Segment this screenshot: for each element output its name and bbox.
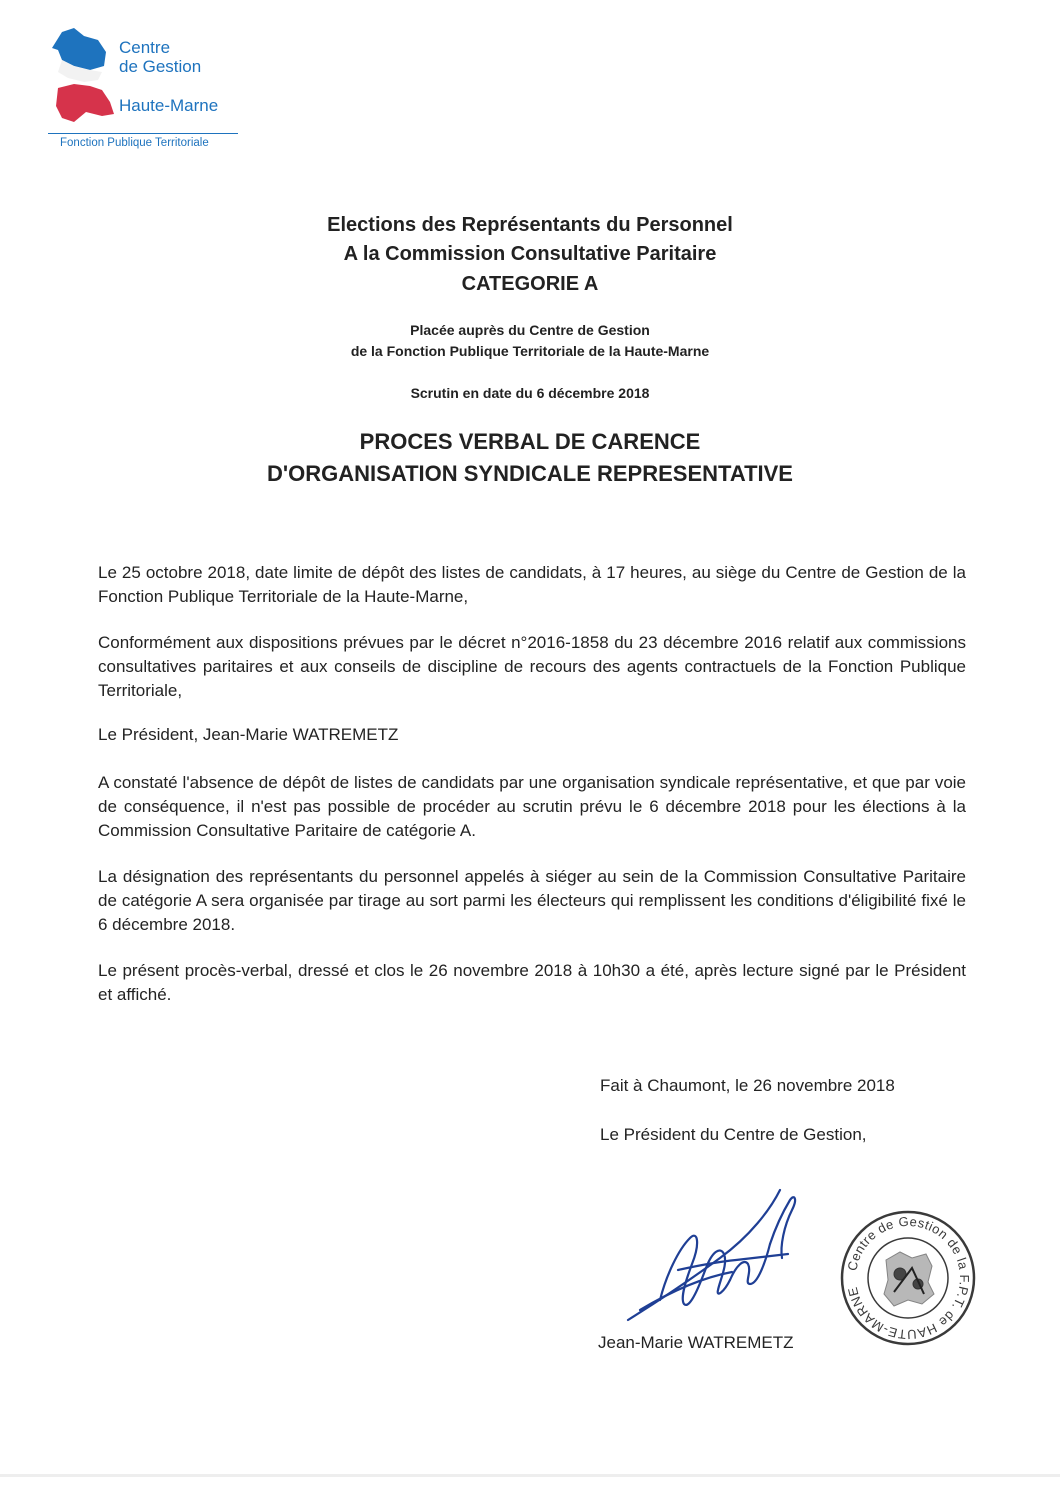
paragraph-decree: Conformément aux dispositions prévues par le décret n°2016-1858 du 23 décembre 2016 relatif aux commissions consultatives paritaires et aux conseils de discipline de recours des agents contractuels de la Fonction Publique Territoriale, xyxy=(98,633,966,700)
place-date: Fait à Chaumont, le 26 novembre 2018 xyxy=(600,1076,895,1095)
logo-tagline: Fonction Publique Territoriale xyxy=(60,137,209,149)
pv-title-line-2: D'ORGANISATION SYNDICALE REPRESENTATIVE xyxy=(267,461,793,486)
official-seal-stamp xyxy=(838,1208,978,1348)
paragraph-designation: La désignation des représentants du personnel appelés à siéger au sein de la Commission Consultative Paritaire de catégorie A sera organisée par tirage au sort parmi les électeurs qui remplissent les conditions d'éligibilité fixé le 6 décembre 2018. xyxy=(98,867,966,934)
placed-line-2: de la Fonction Publique Territoriale de la Haute-Marne xyxy=(350,343,710,359)
cdg-logo xyxy=(40,26,250,156)
logo-divider xyxy=(48,133,238,134)
president-role: Le Président du Centre de Gestion, xyxy=(600,1125,867,1144)
paragraph-closure: Le présent procès-verbal, dressé et clos le 26 novembre 2018 à 10h30 a été, après lecture signé par le Président et affiché. xyxy=(98,961,966,1004)
placed-line-1: Placée auprès du Centre de Gestion xyxy=(410,322,650,338)
scrutin-date: Scrutin en date du 6 décembre 2018 xyxy=(410,385,650,401)
paragraph-deadline: Le 25 octobre 2018, date limite de dépôt des listes de candidats, à 17 heures, au siège du Centre de Gestion de la Fonction Publique Territoriale de la Haute-Marne, xyxy=(98,563,966,606)
pv-title-line-1: PROCES VERBAL DE CARENCE xyxy=(359,429,701,454)
haute-marne-map-icon xyxy=(40,26,120,136)
logo-text-haute-marne: Haute-Marne xyxy=(119,96,219,115)
paragraph-president: Le Président, Jean-Marie WATREMETZ xyxy=(98,725,399,744)
logo-text-de-gestion: de Gestion xyxy=(119,57,202,76)
scan-edge-line xyxy=(0,1474,1060,1477)
title-line-2: A la Commission Consultative Paritaire xyxy=(343,243,717,265)
title-line-3: CATEGORIE A xyxy=(461,273,599,295)
svg-text:Centre de Gestion de la F.P.T.: Centre de Gestion de la F.P.T. de HAUTE-MARNE xyxy=(844,1213,973,1343)
title-line-1: Elections des Représentants du Personnel xyxy=(327,214,733,236)
signatory-name: Jean-Marie WATREMETZ xyxy=(598,1333,794,1352)
handwritten-signature xyxy=(620,1180,820,1330)
logo-text-centre: Centre xyxy=(119,38,171,57)
paragraph-finding: A constaté l'absence de dépôt de listes de candidats par une organisation syndicale représentative, et que par voie de conséquence, il n'est pas possible de procéder au scrutin prévu le 6 décembre 2018 pour les élections à la Commission Consultative Paritaire de catégorie A. xyxy=(98,773,966,840)
